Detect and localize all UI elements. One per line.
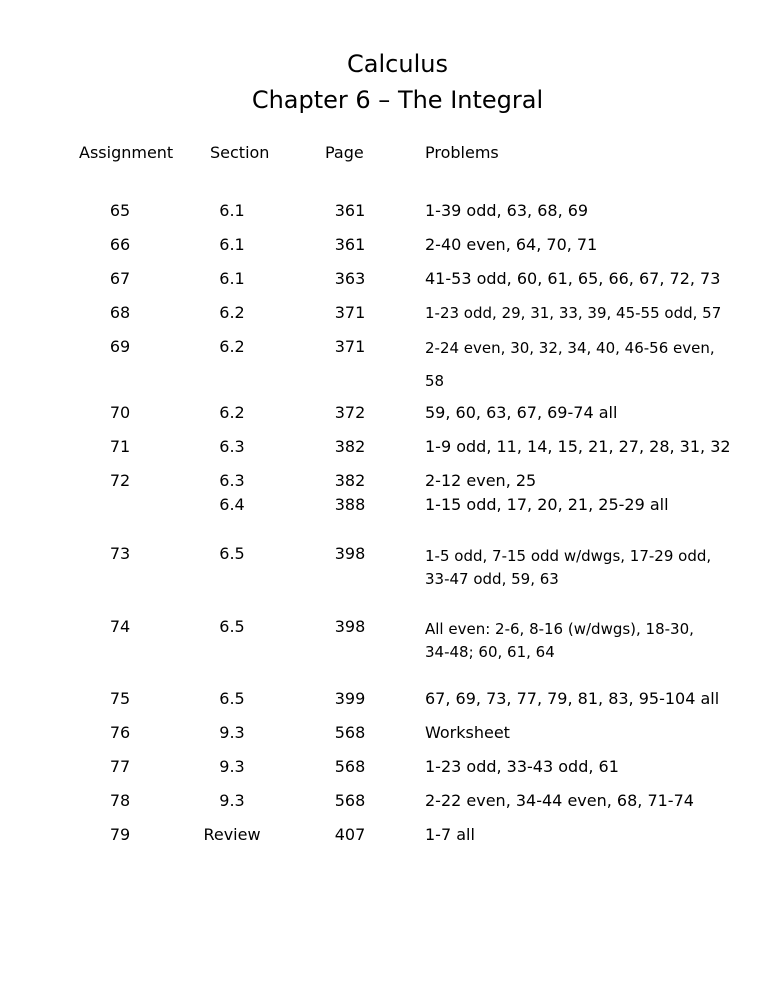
page-number: 399 <box>334 689 366 708</box>
column-header-assignment: Assignment <box>79 143 174 162</box>
problems-text: 59, 60, 63, 67, 69-74 all <box>425 403 618 422</box>
page-number: 371 <box>334 303 366 322</box>
page-number: 407 <box>334 825 366 844</box>
problems-text: 1-5 odd, 7-15 odd w/dwgs, 17-29 odd, <box>425 547 712 565</box>
section-number: 6.5 <box>219 617 245 636</box>
assignment-number: 78 <box>109 791 131 810</box>
assignment-number: 70 <box>109 403 131 422</box>
section-number: 9.3 <box>219 757 245 776</box>
section-number: 6.1 <box>219 269 245 288</box>
page-number-secondary: 388 <box>334 495 366 514</box>
section-number: 6.5 <box>219 689 245 708</box>
section-number: 6.3 <box>219 437 245 456</box>
section-number: 6.2 <box>219 303 245 322</box>
problems-text-continued: 33-47 odd, 59, 63 <box>425 570 559 588</box>
assignment-number: 73 <box>109 544 131 563</box>
problems-text-continued: 58 <box>425 372 445 390</box>
problems-text: 67, 69, 73, 77, 79, 81, 83, 95-104 all <box>425 689 720 708</box>
section-number: 6.5 <box>219 544 245 563</box>
section-number: 6.2 <box>219 403 245 422</box>
problems-text: 1-7 all <box>425 825 475 844</box>
problems-text: Worksheet <box>425 723 510 742</box>
document-subtitle: Chapter 6 – The Integral <box>251 86 544 114</box>
assignment-number: 67 <box>109 269 131 288</box>
section-number: 9.3 <box>219 723 245 742</box>
problems-text: 2-12 even, 25 <box>425 471 537 490</box>
page-number: 382 <box>334 471 366 490</box>
page-number: 398 <box>334 544 366 563</box>
problems-text: 2-40 even, 64, 70, 71 <box>425 235 598 254</box>
section-number: 6.2 <box>219 337 245 356</box>
page-number: 361 <box>334 201 366 220</box>
section-number: 6.3 <box>219 471 245 490</box>
assignment-number: 71 <box>109 437 131 456</box>
problems-text: 1-23 odd, 29, 31, 33, 39, 45-55 odd, 57 <box>425 304 722 322</box>
page-number: 363 <box>334 269 366 288</box>
page-number: 361 <box>334 235 366 254</box>
problems-text-secondary: 1-15 odd, 17, 20, 21, 25-29 all <box>425 495 669 514</box>
assignment-number: 75 <box>109 689 131 708</box>
page-number: 371 <box>334 337 366 356</box>
problems-text: 2-22 even, 34-44 even, 68, 71-74 <box>425 791 694 810</box>
problems-text: 1-39 odd, 63, 68, 69 <box>425 201 589 220</box>
assignment-number: 72 <box>109 471 131 490</box>
page-number: 568 <box>334 757 366 776</box>
page-number: 398 <box>334 617 366 636</box>
page-number: 372 <box>334 403 366 422</box>
problems-text: 41-53 odd, 60, 61, 65, 66, 67, 72, 73 <box>425 269 721 288</box>
section-number: 6.1 <box>219 201 245 220</box>
problems-text: 1-23 odd, 33-43 odd, 61 <box>425 757 619 776</box>
assignment-number: 74 <box>109 617 131 636</box>
problems-text-continued: 34-48; 60, 61, 64 <box>425 643 555 661</box>
section-number: Review <box>203 825 261 844</box>
column-header-section: Section <box>210 143 270 162</box>
document-title: Calculus <box>347 50 448 78</box>
assignment-number: 66 <box>109 235 131 254</box>
section-number: 6.1 <box>219 235 245 254</box>
section-number: 9.3 <box>219 791 245 810</box>
column-header-page: Page <box>325 143 364 162</box>
assignment-number: 77 <box>109 757 131 776</box>
page-number: 568 <box>334 791 366 810</box>
assignment-number: 79 <box>109 825 131 844</box>
problems-text: 1-9 odd, 11, 14, 15, 21, 27, 28, 31, 32 <box>425 437 731 456</box>
problems-text: All even: 2-6, 8-16 (w/dwgs), 18-30, <box>425 620 694 638</box>
section-number-secondary: 6.4 <box>219 495 245 514</box>
assignment-number: 65 <box>109 201 131 220</box>
problems-text: 2-24 even, 30, 32, 34, 40, 46-56 even, <box>425 339 715 357</box>
assignment-number: 76 <box>109 723 131 742</box>
column-header-problems: Problems <box>425 143 499 162</box>
assignment-number: 68 <box>109 303 131 322</box>
page-number: 382 <box>334 437 366 456</box>
assignment-number: 69 <box>109 337 131 356</box>
page-number: 568 <box>334 723 366 742</box>
